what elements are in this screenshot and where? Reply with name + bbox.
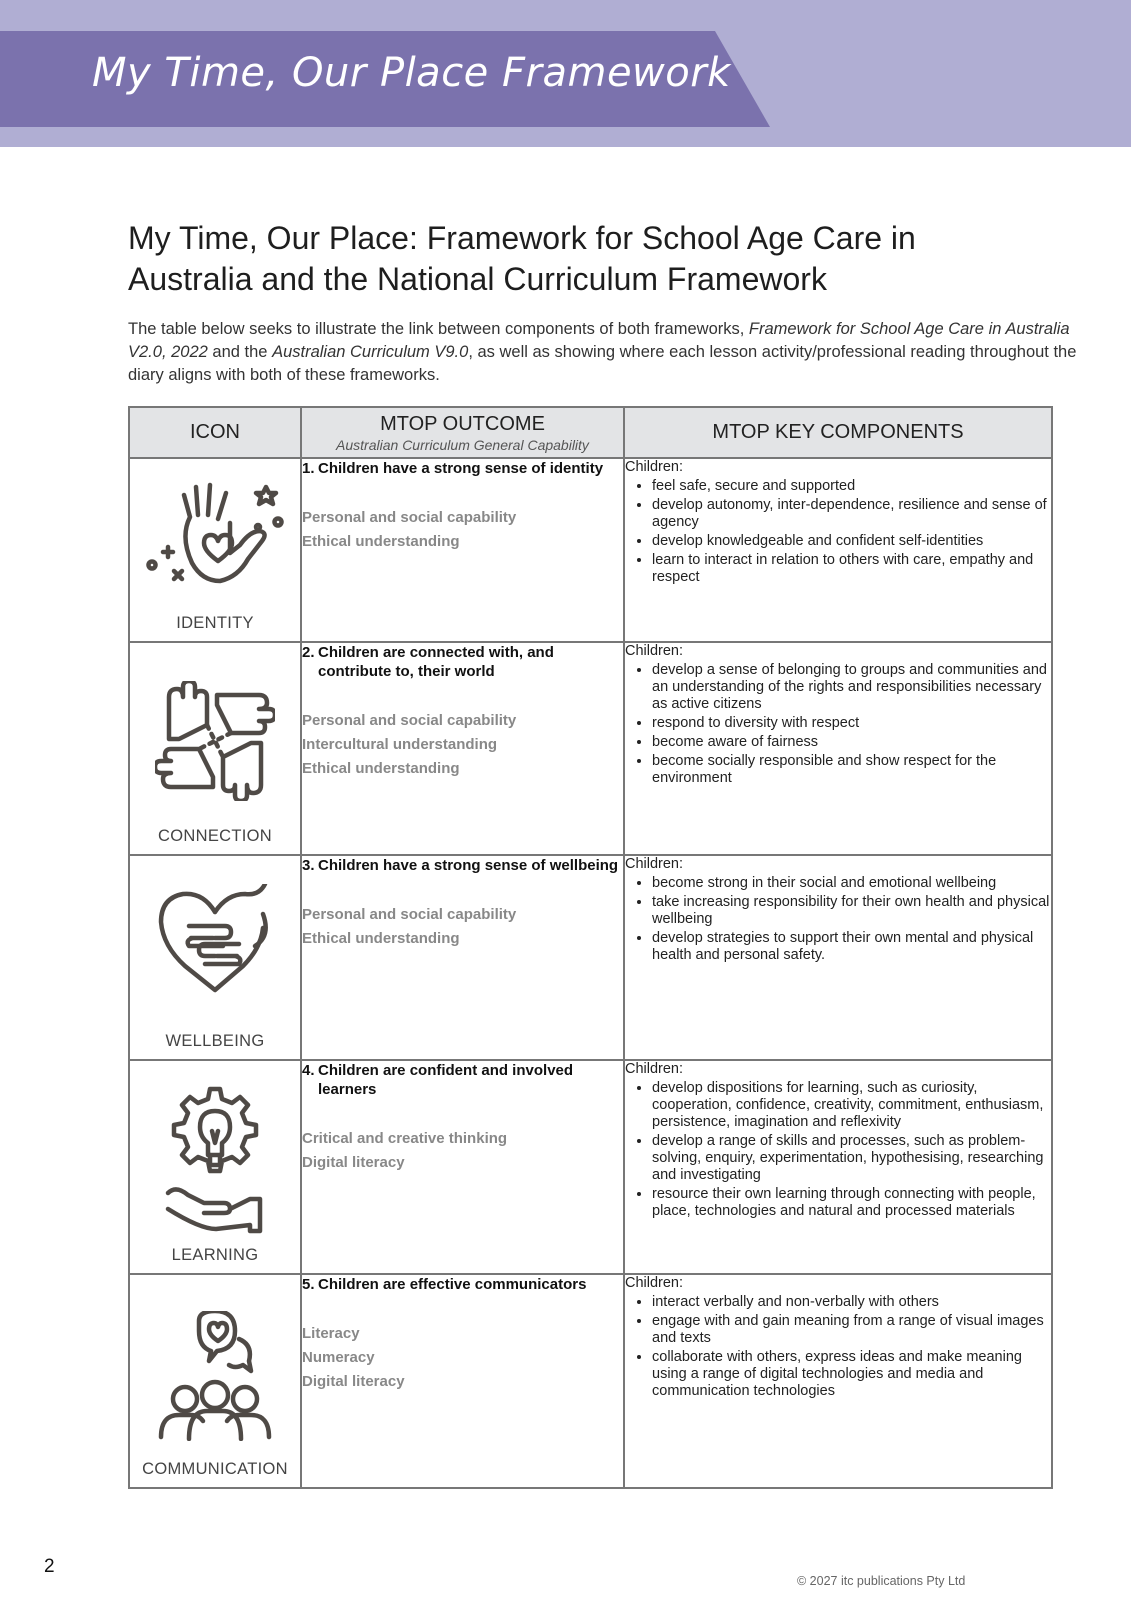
icon-label-communication: COMMUNICATION (142, 1460, 288, 1478)
outcome-title (302, 643, 623, 681)
outcome-number: 4. (302, 1062, 315, 1079)
list-item: • become socially responsible and show respect for the environment (652, 753, 1051, 787)
list-item: • engage with and gain meaning from a range of visual images and texts (652, 1313, 1051, 1347)
intro-paragraph (128, 318, 1078, 387)
capability-item: Personal and social capability (302, 509, 517, 526)
capability-item: Ethical understanding (302, 930, 460, 947)
list-item: • develop knowledgeable and confident self-identities (652, 533, 1051, 550)
list-item: • develop a range of skills and processes, such as problem-solving, enquiry, experimentation, hypothesising, researching and investigating (652, 1133, 1051, 1184)
intro-italic-2: Australian Curriculum V9.0 (272, 343, 469, 361)
table-row (129, 1274, 1052, 1488)
list-item: • develop a sense of belonging to groups and communities and an understanding of the rights and responsibilities necessary as active citizens (652, 662, 1051, 713)
capability-item: Literacy (302, 1325, 360, 1342)
outcome-cell (301, 642, 624, 855)
icon-cell (129, 1060, 301, 1274)
capability-item: Intercultural understanding (302, 736, 498, 753)
header-outcome-label: MTOP OUTCOME (380, 412, 545, 435)
outcome-text: Children have a strong sense of wellbeing (318, 857, 619, 874)
heart-hands-icon (155, 884, 275, 999)
icon-label-connection: CONNECTION (158, 827, 272, 845)
outcome-number: 2. (302, 644, 315, 661)
outcome-cell (301, 855, 624, 1060)
page-number: 2 (44, 1556, 55, 1577)
list-item: • develop strategies to support their own mental and physical health and personal safety. (652, 930, 1051, 964)
capability-list (302, 1127, 623, 1175)
children-label: Children: (625, 856, 684, 872)
outcome-text: Children are connected with, and contribute to, their world (318, 644, 554, 680)
components-cell (624, 1274, 1052, 1488)
list-item: • develop dispositions for learning, such as curiosity, cooperation, confidence, creativity, commitment, enthusiasm, persistence, imagination and reflexivity (652, 1080, 1051, 1131)
icon-cell (129, 1274, 301, 1488)
lightbulb-gear-icon (160, 1085, 270, 1235)
icon-label-wellbeing: WELLBEING (165, 1032, 265, 1050)
components-cell (624, 458, 1052, 642)
list-item: • interact verbally and non-verbally with others (652, 1294, 1051, 1311)
table-row (129, 1060, 1052, 1274)
framework-table (128, 406, 1053, 1489)
components-list (625, 662, 1051, 787)
list-item: • collaborate with others, express ideas and make meaning using a range of digital technologies and media and communication technologies (652, 1349, 1051, 1400)
capability-item: Digital literacy (302, 1154, 405, 1171)
capability-list (302, 1322, 623, 1394)
joined-hands-icon (155, 681, 275, 801)
outcome-title (302, 1061, 623, 1099)
copyright-notice: © 2027 itc publications Pty Ltd (797, 1574, 966, 1588)
capability-list (302, 506, 623, 554)
table-row (129, 855, 1052, 1060)
list-item: • become aware of fairness (652, 734, 1051, 751)
icon-label-learning: LEARNING (171, 1246, 259, 1264)
capability-item: Personal and social capability (302, 712, 517, 729)
components-cell (624, 855, 1052, 1060)
page-heading: My Time, Our Place: Framework for School Age Care in Australia and the National Curriculum Framework (128, 220, 916, 297)
people-speech-heart-icon (155, 1311, 275, 1441)
outcome-title (302, 1275, 623, 1294)
icon-cell (129, 458, 301, 642)
list-item: • feel safe, secure and supported (652, 478, 1051, 495)
header-components-label: MTOP KEY COMPONENTS (712, 421, 964, 443)
icon-label-identity: IDENTITY (176, 614, 254, 632)
table-header-row (129, 407, 1052, 458)
intro-text-3: , as well as showing where each lesson activity/professional reading throughout the diary aligns with both of these frameworks. (128, 343, 1077, 384)
header-outcome (301, 407, 624, 458)
components-cell (624, 1060, 1052, 1274)
capability-item: Personal and social capability (302, 906, 517, 923)
table-row (129, 458, 1052, 642)
list-item: • develop autonomy, inter-dependence, resilience and sense of agency (652, 497, 1051, 531)
outcome-title (302, 459, 623, 478)
outcome-text: Children have a strong sense of identity (318, 460, 604, 477)
list-item: • become strong in their social and emotional wellbeing (652, 875, 1051, 892)
capability-item: Ethical understanding (302, 533, 460, 550)
intro-text-1: The table below seeks to illustrate the link between components of both frameworks, (128, 320, 749, 338)
list-item: • resource their own learning through connecting with people, place, technologies and natural and processed materials (652, 1186, 1051, 1220)
capability-item: Critical and creative thinking (302, 1130, 508, 1147)
icon-cell (129, 855, 301, 1060)
table-row (129, 642, 1052, 855)
capability-item: Numeracy (302, 1349, 375, 1366)
outcome-cell (301, 1274, 624, 1488)
outcome-text: Children are confident and involved learners (318, 1062, 574, 1098)
children-label: Children: (625, 643, 684, 659)
header-components (624, 407, 1052, 458)
intro-text-2: and the (207, 343, 273, 361)
outcome-cell (301, 458, 624, 642)
icon-cell (129, 642, 301, 855)
hand-heart-icon (140, 477, 290, 597)
outcome-title (302, 856, 623, 875)
banner-title: My Time, Our Place Framework (92, 50, 731, 96)
outcome-number: 5. (302, 1276, 315, 1293)
children-label: Children: (625, 1061, 684, 1077)
list-item: • take increasing responsibility for their own health and physical wellbeing (652, 894, 1051, 928)
components-list (625, 1294, 1051, 1400)
outcome-number: 3. (302, 857, 315, 874)
list-item: • respond to diversity with respect (652, 715, 1051, 732)
components-cell (624, 642, 1052, 855)
components-list (625, 1080, 1051, 1220)
capability-list (302, 903, 623, 951)
components-list (625, 478, 1051, 586)
header-outcome-sublabel: Australian Curriculum General Capability (336, 436, 589, 453)
capability-list (302, 709, 623, 781)
children-label: Children: (625, 1275, 684, 1291)
header-icon (129, 407, 301, 458)
list-item: • learn to interact in relation to others with care, empathy and respect (652, 552, 1051, 586)
outcome-number: 1. (302, 460, 315, 477)
components-list (625, 875, 1051, 964)
intro-italic-1: Framework for School Age Care in Australia V2.0, 2022 (128, 320, 1070, 361)
children-label: Children: (625, 459, 684, 475)
capability-item: Ethical understanding (302, 760, 460, 777)
outcome-text: Children are effective communicators (318, 1276, 587, 1293)
capability-item: Digital literacy (302, 1373, 405, 1390)
header-icon-label: ICON (190, 421, 240, 443)
outcome-cell (301, 1060, 624, 1274)
